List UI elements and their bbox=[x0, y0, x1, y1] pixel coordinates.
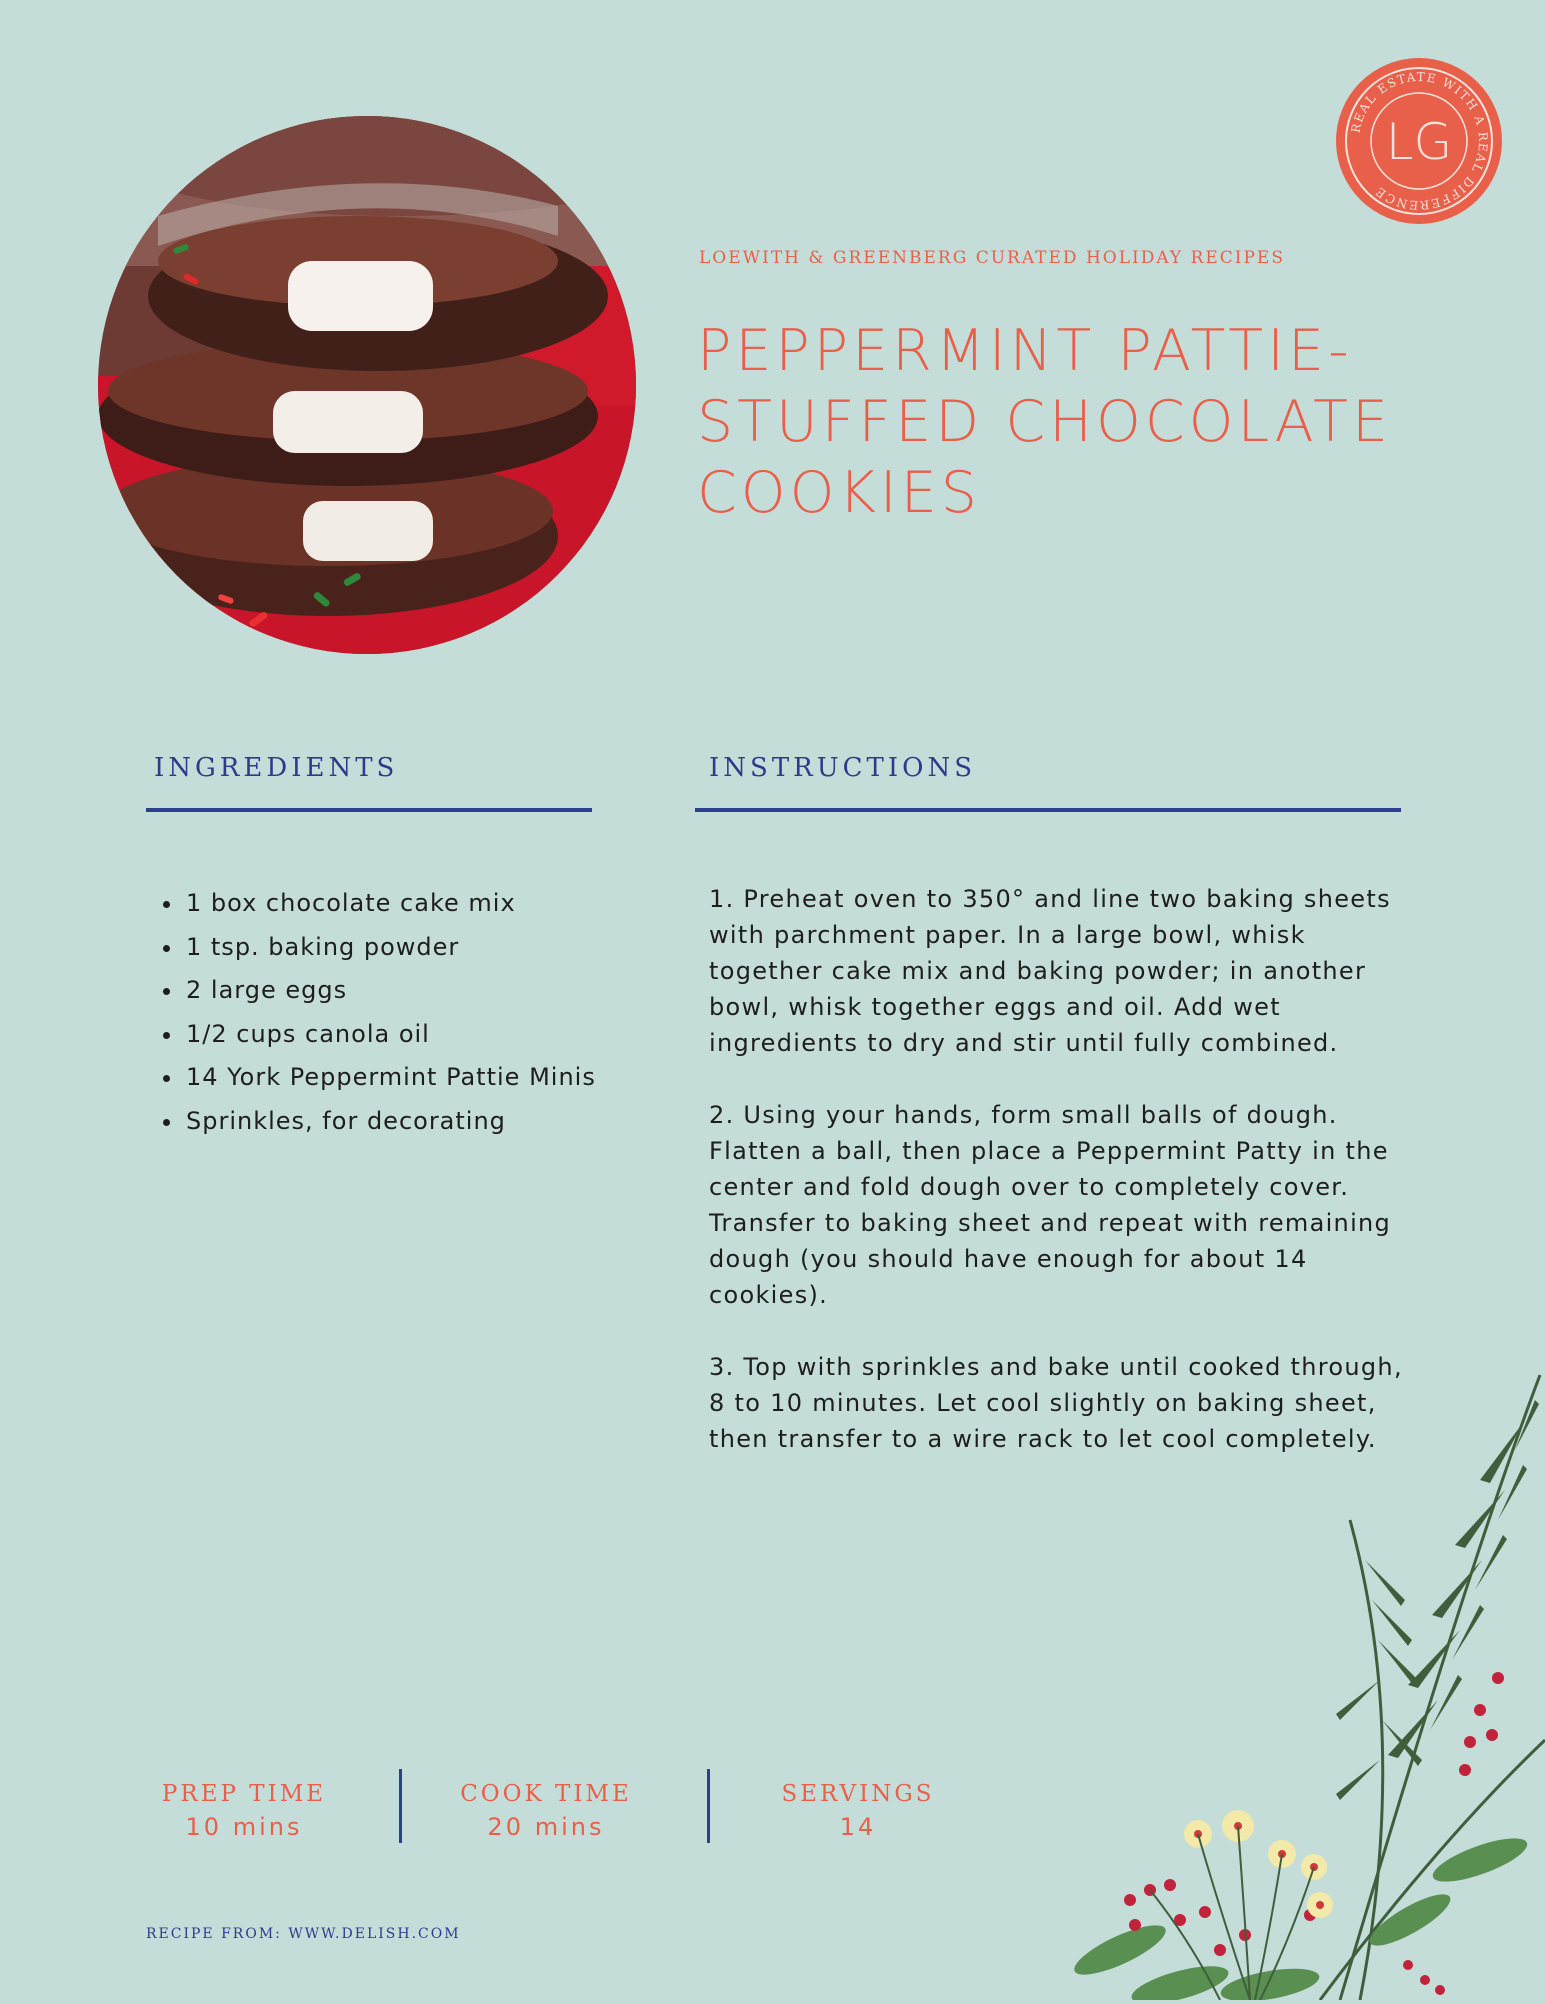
holiday-foliage-illustration bbox=[1020, 1360, 1545, 2000]
instruction-step: 1. Preheat oven to 350° and line two baking sheets with parchment paper. In a large bowl, whisk together cake mix and baking powder; in another bowl, whisk together eggs and oil. Add wet ingredients to dry and stir until fully combined. bbox=[709, 885, 1391, 1057]
cook-time-stat bbox=[436, 1778, 656, 1844]
instructions-divider bbox=[695, 808, 1401, 812]
ingredient-item: • Sprinkles, for decorating bbox=[184, 1100, 624, 1144]
recipe-source: RECIPE FROM: WWW.DELISH.COM bbox=[146, 1926, 461, 1942]
logo-monogram: LG bbox=[1385, 113, 1453, 171]
instructions-heading: INSTRUCTIONS bbox=[709, 753, 977, 783]
logo-ring-text: REAL ESTATE WITH A REAL DIFFERENCE bbox=[1348, 69, 1491, 213]
servings-label: SERVINGS bbox=[781, 1781, 935, 1807]
lg-logo-badge bbox=[1334, 56, 1504, 226]
prep-time-value: 10 mins bbox=[185, 1813, 303, 1841]
servings-stat bbox=[748, 1778, 968, 1844]
ingredient-item: • 1/2 cups canola oil bbox=[184, 1013, 624, 1057]
stat-divider bbox=[707, 1769, 710, 1843]
ingredient-item: • 1 box chocolate cake mix bbox=[184, 882, 624, 926]
ingredients-list bbox=[148, 882, 624, 1143]
prep-time-stat bbox=[134, 1778, 354, 1844]
cook-time-label: COOK TIME bbox=[460, 1781, 632, 1807]
servings-value: 14 bbox=[839, 1813, 877, 1841]
stat-divider bbox=[399, 1769, 402, 1843]
cook-time-value: 20 mins bbox=[487, 1813, 605, 1841]
recipe-photo bbox=[98, 116, 636, 654]
ingredient-item: • 14 York Peppermint Pattie Minis bbox=[184, 1056, 624, 1100]
instruction-step: 2. Using your hands, form small balls of dough. Flatten a ball, then place a Peppermint Patty in the center and fold dough over to completely cover. Transfer to baking sheet and repeat with remaining dough (you should have enough for about 14 cookies). bbox=[709, 1101, 1392, 1309]
ingredient-item: • 2 large eggs bbox=[184, 969, 624, 1013]
recipe-title: PEPPERMINT PATTIE-STUFFED CHOCOLATE COOKIES bbox=[697, 318, 1392, 526]
ingredients-divider bbox=[146, 808, 592, 812]
ingredient-item: • 1 tsp. baking powder bbox=[184, 926, 624, 970]
collection-subtitle: LOEWITH & GREENBERG CURATED HOLIDAY RECIPES bbox=[699, 248, 1285, 268]
prep-time-label: PREP TIME bbox=[161, 1781, 327, 1807]
instruction-step: 3. Top with sprinkles and bake until cooked through, 8 to 10 minutes. Let cool slightly on baking sheet, then transfer to a wire rack to let cool completely. bbox=[709, 1353, 1403, 1453]
ingredients-heading: INGREDIENTS bbox=[154, 753, 399, 783]
